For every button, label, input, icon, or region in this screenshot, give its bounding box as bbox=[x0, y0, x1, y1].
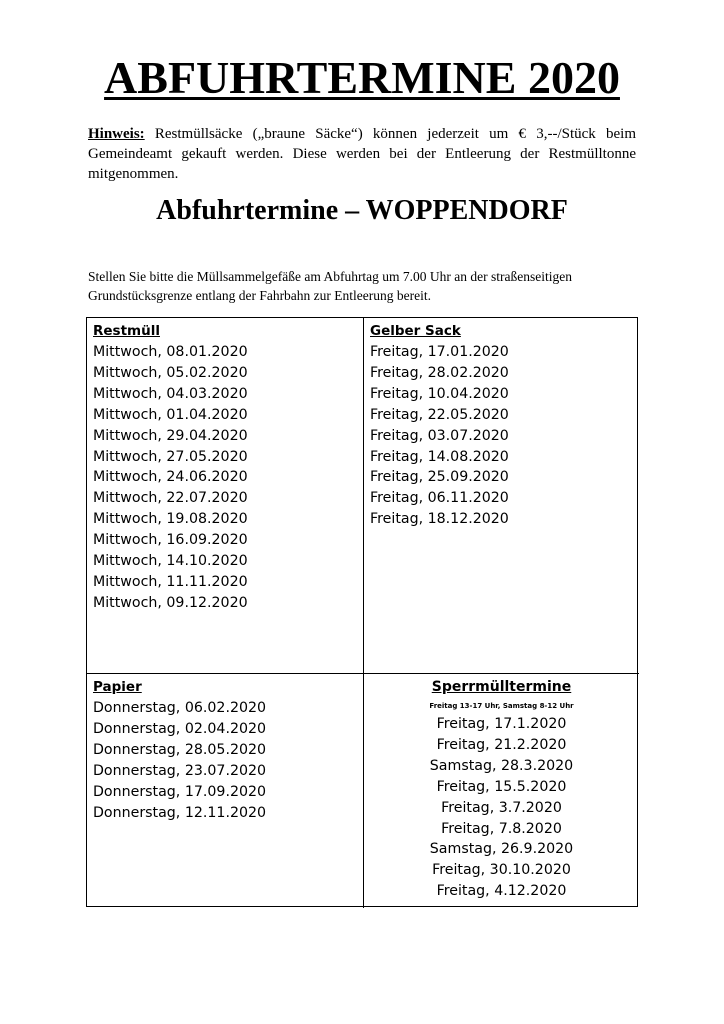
date-entry: Freitag, 03.07.2020 bbox=[370, 427, 509, 444]
date-entry: Mittwoch, 27.05.2020 bbox=[93, 448, 248, 465]
restmuell-cell bbox=[87, 318, 363, 673]
page-title bbox=[0, 52, 724, 104]
date-entry: Freitag, 17.1.2020 bbox=[436, 716, 567, 732]
date-entry: Donnerstag, 17.09.2020 bbox=[93, 783, 267, 800]
sperrmuell-heading: Sperrmülltermine bbox=[431, 679, 572, 695]
restmuell-heading: Restmüll bbox=[93, 323, 160, 339]
date-entry: Freitag, 25.09.2020 bbox=[370, 469, 509, 486]
hint-text: Restmüllsäcke („braune Säcke“) können jederzeit um € 3,--/Stück beim Gemeindeamt gekauft werden. Diese werden bei der Entleerung der Restmülltonne mitgenommen. bbox=[88, 126, 636, 182]
restmuell-dates bbox=[93, 342, 357, 614]
date-entry: Freitag, 7.8.2020 bbox=[441, 820, 562, 837]
sperrmuell-hours-note: Freitag 13-17 Uhr, Samstag 8-12 Uhr bbox=[429, 702, 574, 710]
date-entry: Mittwoch, 08.01.2020 bbox=[93, 344, 248, 360]
instructions-paragraph: Stellen Sie bitte die Müllsammelgefäße am Abfuhrtag um 7.00 Uhr an der straßenseitigen Grundstücksgrenze entlang der Fahrbahn zur Entleerung bereit. bbox=[88, 269, 573, 303]
gelber-sack-cell bbox=[363, 318, 639, 673]
sperrmuell-cell bbox=[363, 673, 639, 908]
date-entry: Freitag, 28.02.2020 bbox=[370, 364, 509, 381]
date-entry: Freitag, 22.05.2020 bbox=[370, 406, 509, 423]
date-entry: Mittwoch, 01.04.2020 bbox=[93, 406, 248, 423]
date-entry: Mittwoch, 22.07.2020 bbox=[93, 490, 248, 507]
date-entry: Mittwoch, 24.06.2020 bbox=[93, 469, 248, 486]
date-entry: Mittwoch, 05.02.2020 bbox=[93, 364, 248, 381]
sperrmuell-dates bbox=[370, 714, 633, 902]
hint-label: Hinweis: bbox=[88, 126, 145, 142]
date-entry: Samstag, 28.3.2020 bbox=[429, 757, 574, 774]
date-entry: Mittwoch, 11.11.2020 bbox=[93, 573, 248, 590]
hint-paragraph bbox=[88, 124, 636, 184]
date-entry: Freitag, 18.12.2020 bbox=[370, 511, 509, 528]
schedule-table bbox=[86, 317, 638, 907]
date-entry: Mittwoch, 04.03.2020 bbox=[93, 385, 248, 402]
date-entry: Mittwoch, 14.10.2020 bbox=[93, 553, 248, 570]
date-entry: Freitag, 10.04.2020 bbox=[370, 385, 509, 402]
date-entry: Donnerstag, 23.07.2020 bbox=[93, 762, 267, 779]
date-entry: Freitag, 4.12.2020 bbox=[436, 883, 567, 900]
section-title: Abfuhrtermine – WOPPENDORF bbox=[156, 195, 568, 226]
date-entry: Donnerstag, 28.05.2020 bbox=[93, 741, 267, 758]
date-entry: Freitag, 30.10.2020 bbox=[432, 862, 571, 879]
date-entry: Donnerstag, 06.02.2020 bbox=[93, 700, 267, 716]
date-entry: Freitag, 15.5.2020 bbox=[436, 778, 567, 795]
date-entry: Freitag, 06.11.2020 bbox=[370, 490, 509, 507]
date-entry: Samstag, 26.9.2020 bbox=[429, 841, 574, 858]
date-entry: Donnerstag, 12.11.2020 bbox=[93, 804, 267, 821]
date-entry: Freitag, 3.7.2020 bbox=[441, 799, 562, 816]
gelber-sack-dates bbox=[370, 342, 633, 530]
date-entry: Mittwoch, 16.09.2020 bbox=[93, 532, 248, 549]
date-entry: Donnerstag, 02.04.2020 bbox=[93, 720, 267, 737]
papier-dates bbox=[93, 698, 357, 823]
page-title-text: ABFUHRTERMINE 2020 bbox=[104, 52, 620, 103]
date-entry: Freitag, 21.2.2020 bbox=[436, 736, 567, 753]
gelber-sack-heading: Gelber Sack bbox=[370, 323, 461, 339]
papier-cell bbox=[87, 673, 363, 908]
date-entry: Freitag, 17.01.2020 bbox=[370, 344, 509, 360]
date-entry: Mittwoch, 09.12.2020 bbox=[93, 594, 248, 611]
date-entry: Mittwoch, 29.04.2020 bbox=[93, 427, 248, 444]
date-entry: Mittwoch, 19.08.2020 bbox=[93, 511, 248, 528]
papier-heading: Papier bbox=[93, 679, 142, 695]
date-entry: Freitag, 14.08.2020 bbox=[370, 448, 509, 465]
